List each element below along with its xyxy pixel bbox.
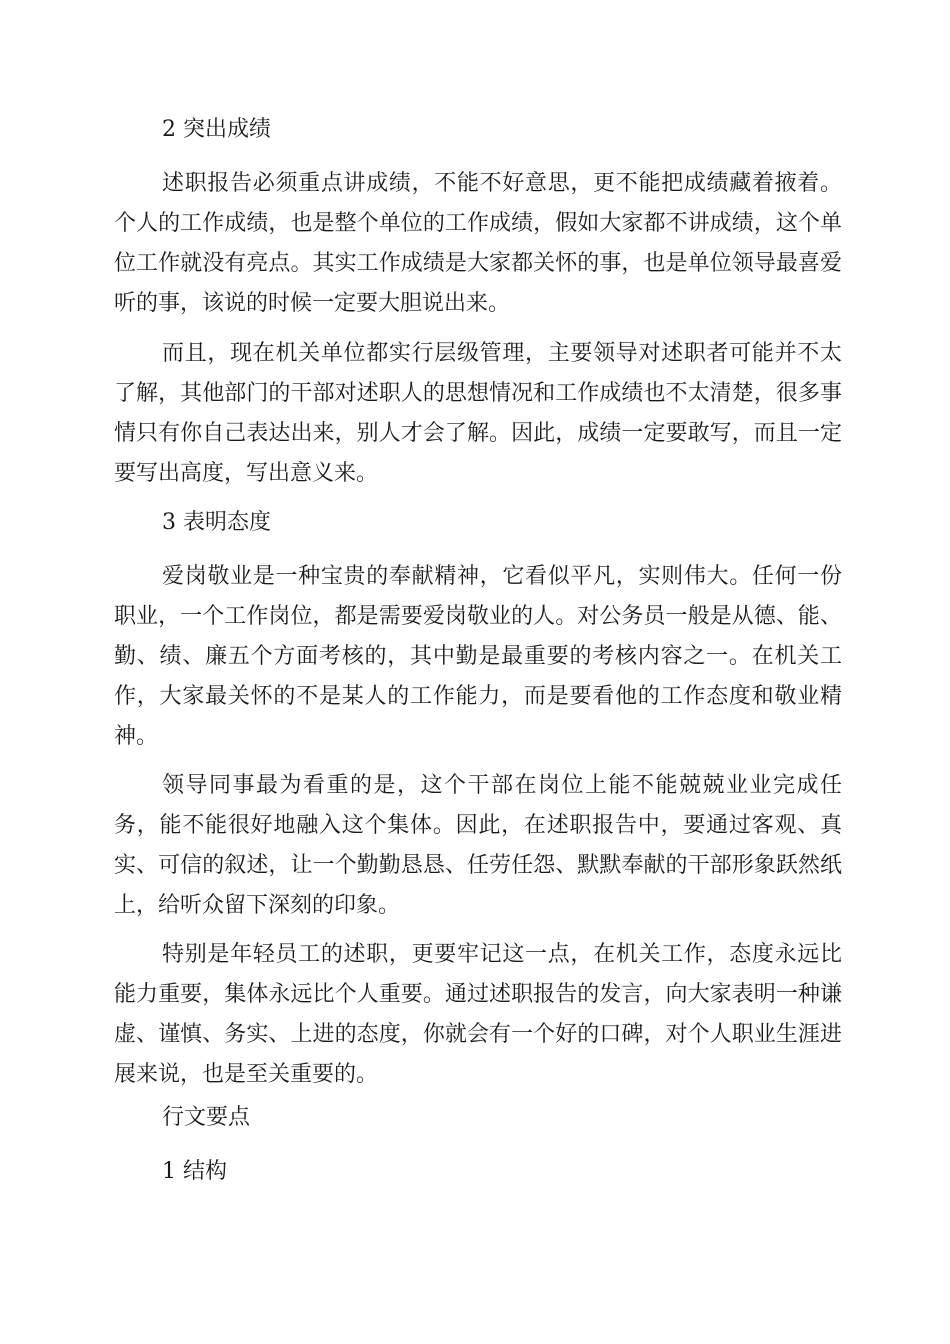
section-heading-writing-points: 行文要点	[162, 1105, 251, 1130]
paragraph-attitude-1: 爱岗敬业是一种宝贵的奉献精神，它看似平凡，实则伟大。任何一份职业，一个工作岗位，都是需要爱岗敬业的人。对公务员一般是从德、能、勤、绩、廉五个方面考核的，其中勤是最重要的考核内容之一。在机关工作，大家最关怀的不是某人的工作能力，而是要看他的工作态度和敬业精神。	[114, 564, 842, 749]
paragraph-attitude-2: 领导同事最为看重的是，这个干部在岗位上能不能兢兢业业完成任务，能不能很好地融入这个集体。因此，在述职报告中，要通过客观、真实、可信的叙述，让一个勤勤恳恳、任劳任怨、默默奉献的干部形象跃然纸上，给听众留下深刻的印象。	[114, 773, 842, 918]
paragraph-achievements-1: 述职报告必须重点讲成绩，不能不好意思，更不能把成绩藏着掖着。个人的工作成绩，也是整个单位的工作成绩，假如大家都不讲成绩，这个单位工作就没有亮点。其实工作成绩是大家都关怀的事，也是单位领导最喜爱听的事，该说的时候一定要大胆说出来。	[114, 171, 842, 316]
section-heading-structure: 1 结构	[162, 1159, 227, 1184]
section-heading-achievements: 2 突出成绩	[162, 117, 271, 142]
section-heading-attitude: 3 表明态度	[162, 510, 271, 535]
paragraph-achievements-2: 而且，现在机关单位都实行层级管理，主要领导对述职者可能并不太了解，其他部门的干部对述职人的思想情况和工作成绩也不太清楚，很多事情只有你自己表达出来，别人才会了解。因此，成绩一定要敢写，而且一定要写出高度，写出意义来。	[114, 341, 842, 486]
paragraph-attitude-3: 特别是年轻员工的述职，更要牢记这一点，在机关工作，态度永远比能力重要，集体永远比个人重要。通过述职报告的发言，向大家表明一种谦虚、谨慎、务实、上进的态度，你就会有一个好的口碑，对个人职业生涯进展来说，也是至关重要的。	[114, 942, 842, 1087]
